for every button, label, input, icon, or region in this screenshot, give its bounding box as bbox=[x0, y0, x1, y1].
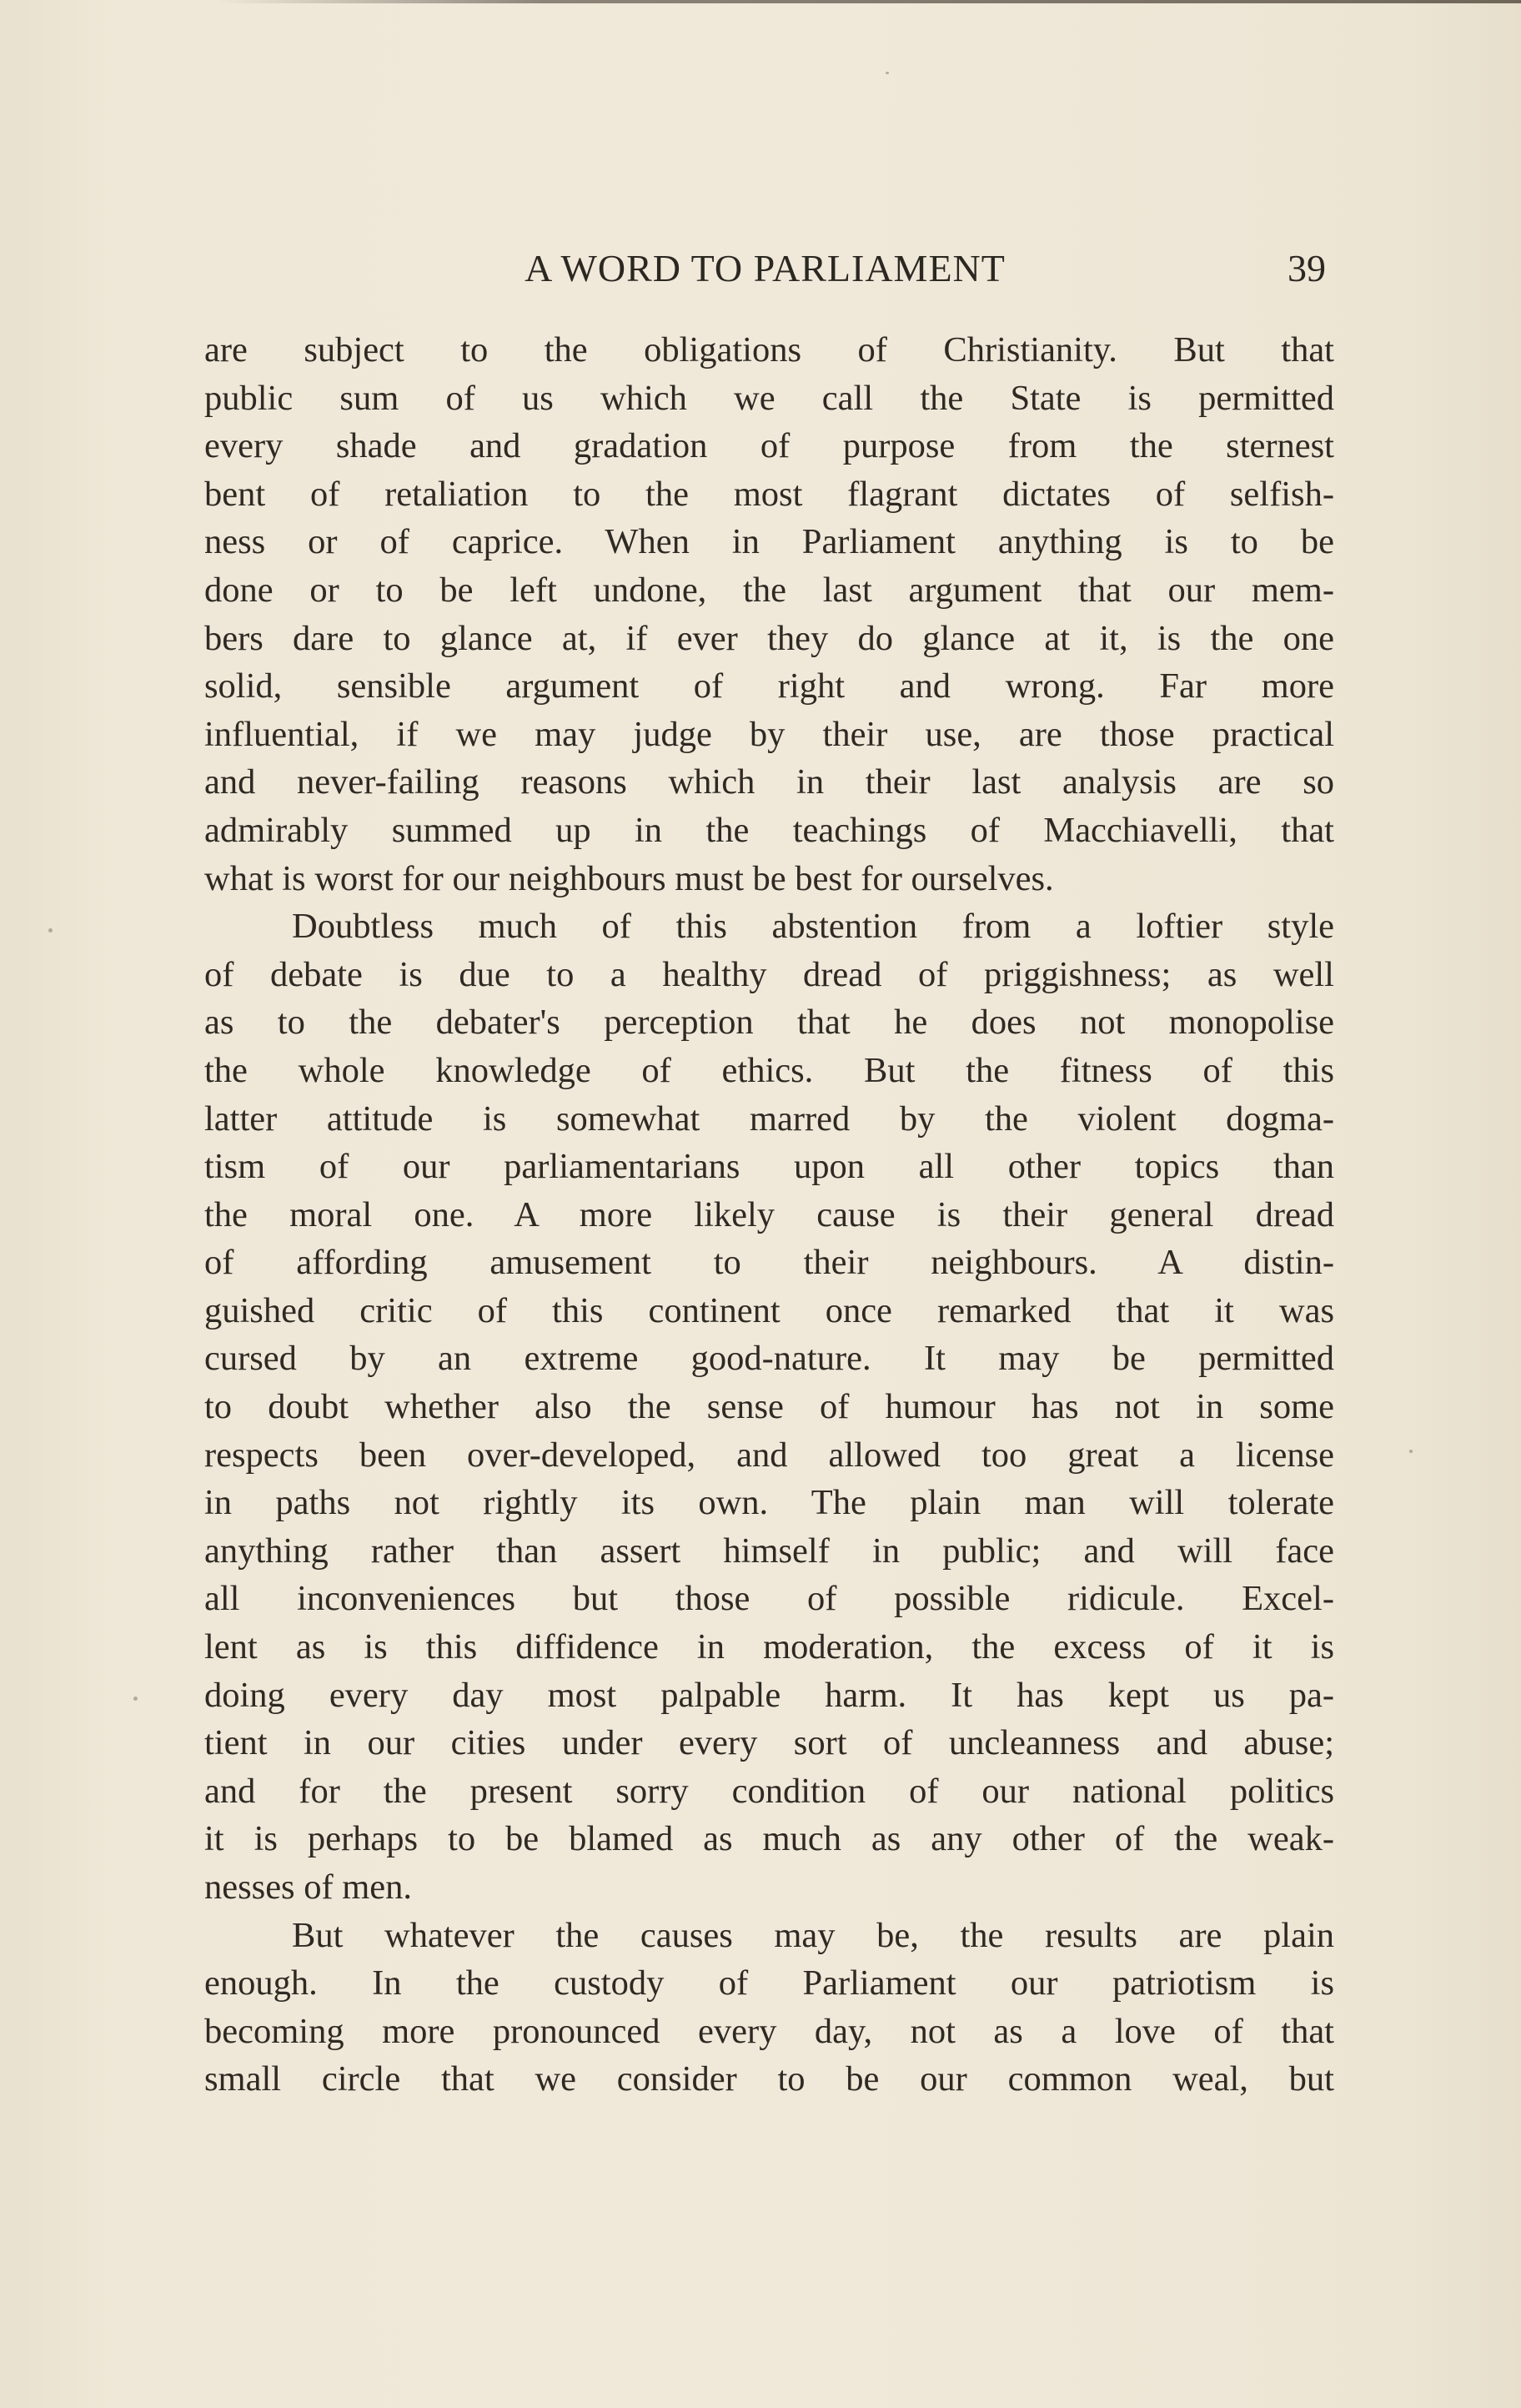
text-line: cursed by an extreme good-nature. It may be permitted bbox=[204, 1339, 1334, 1379]
text-line: respects been over-developed, and allowed too great a license bbox=[204, 1435, 1334, 1475]
text-line: done or to be left undone, the last argument that our mem- bbox=[204, 570, 1334, 610]
text-line: as to the debater's perception that he does not monopolise bbox=[204, 1003, 1334, 1043]
paper-speck bbox=[48, 928, 53, 933]
text-line: in paths not rightly its own. The plain man will tolerate bbox=[204, 1483, 1334, 1523]
text-line: every shade and gradation of purpose from the sternest bbox=[204, 426, 1334, 466]
text-line: small circle that we consider to be our common weal, but bbox=[204, 2059, 1334, 2099]
text-line: solid, sensible argument of right and wrong. Far more bbox=[204, 666, 1334, 706]
paragraph-end-line: what is worst for our neighbours must be best for ourselves. bbox=[204, 858, 1054, 898]
text-line: tism of our parliamentarians upon all other topics than bbox=[204, 1147, 1334, 1187]
text-line: influential, if we may judge by their use, are those practical bbox=[204, 714, 1334, 754]
page-number: 39 bbox=[1288, 247, 1326, 289]
text-line: doing every day most palpable harm. It has kept us pa- bbox=[204, 1675, 1334, 1715]
text-line: it is perhaps to be blamed as much as any other of the weak- bbox=[204, 1819, 1334, 1859]
text-line: public sum of us which we call the State is permitted bbox=[204, 378, 1334, 418]
text-line: becoming more pronounced every day, not as a love of that bbox=[204, 2011, 1334, 2051]
text-line: and never-failing reasons which in their last analysis are so bbox=[204, 762, 1334, 802]
text-line: admirably summed up in the teachings of Macchiavelli, that bbox=[204, 810, 1334, 850]
text-line: bent of retaliation to the most flagrant dictates of selfish- bbox=[204, 474, 1334, 514]
text-line: latter attitude is somewhat marred by the violent dogma- bbox=[204, 1098, 1334, 1139]
text-line: all inconveniences but those of possible ridicule. Excel- bbox=[204, 1579, 1334, 1619]
paper-speck bbox=[886, 72, 889, 74]
text-line: lent as is this diffidence in moderation, the excess of it is bbox=[204, 1627, 1334, 1667]
running-title: A WORD TO PARLIAMENT bbox=[525, 247, 1006, 289]
text-line: enough. In the custody of Parliament our patriotism is bbox=[204, 1963, 1334, 2003]
paragraph-first-line: But whatever the causes may be, the results are plain bbox=[292, 1915, 1334, 1955]
text-line: ness or of caprice. When in Parliament anything is to be bbox=[204, 522, 1334, 562]
body-text bbox=[204, 326, 1334, 2104]
text-line: bers dare to glance at, if ever they do glance at it, is the one bbox=[204, 618, 1334, 658]
text-line: tient in our cities under every sort of uncleanness and abuse; bbox=[204, 1723, 1334, 1763]
text-line: the whole knowledge of ethics. But the fitness of this bbox=[204, 1050, 1334, 1090]
text-line: and for the present sorry condition of our national politics bbox=[204, 1771, 1334, 1811]
text-line: are subject to the obligations of Christianity. But that bbox=[204, 330, 1334, 369]
text-line: to doubt whether also the sense of humour has not in some bbox=[204, 1387, 1334, 1427]
text-line: of affording amusement to their neighbours. A distin- bbox=[204, 1243, 1334, 1283]
text-line: anything rather than assert himself in public; and will face bbox=[204, 1531, 1334, 1571]
paper-speck bbox=[1409, 1450, 1413, 1453]
running-head bbox=[204, 244, 1326, 294]
text-line: guished critic of this continent once remarked that it was bbox=[204, 1290, 1334, 1330]
page-top-edge bbox=[217, 0, 1521, 3]
text-line: of debate is due to a healthy dread of priggishness; as well bbox=[204, 954, 1334, 994]
text-line: the moral one. A more likely cause is their general dread bbox=[204, 1194, 1334, 1234]
paper-speck bbox=[133, 1697, 138, 1701]
paragraph-end-line: nesses of men. bbox=[204, 1868, 413, 1907]
paragraph-first-line: Doubtless much of this abstention from a loftier style bbox=[292, 907, 1334, 947]
